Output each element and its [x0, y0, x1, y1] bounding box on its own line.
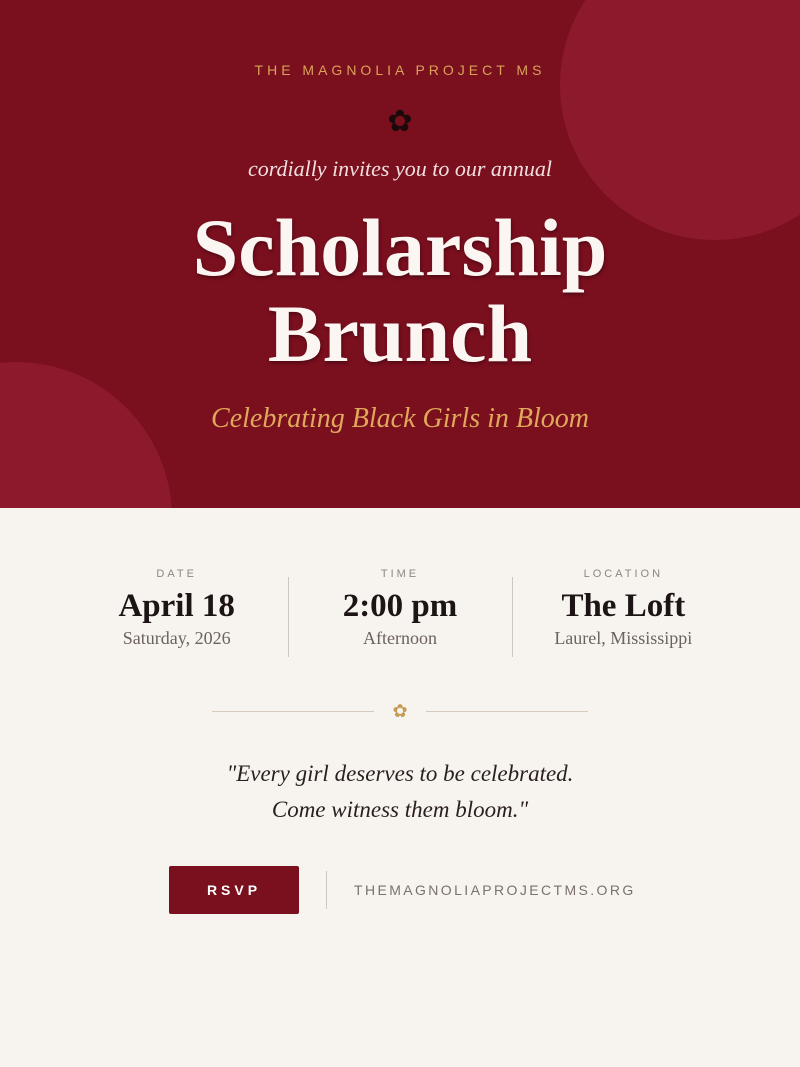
event-tagline: Celebrating Black Girls in Bloom — [211, 403, 589, 434]
event-details — [65, 560, 735, 670]
call-to-action — [169, 866, 636, 914]
detail-subtext: Laurel, Mississippi — [554, 628, 693, 648]
event-title-line-1: Scholarship — [192, 202, 608, 293]
quote-line-2: Come witness them bloom." — [271, 797, 529, 822]
detail-label: TIME — [380, 568, 420, 580]
organization-name: THE MAGNOLIA PROJECT MS — [254, 62, 546, 78]
flower-icon: ✿ — [387, 104, 413, 139]
quote — [0, 756, 800, 828]
hero-banner — [0, 0, 800, 508]
ornamental-divider — [212, 700, 588, 724]
detail-value: 2:00 pm — [342, 588, 458, 624]
detail-label: LOCATION — [583, 568, 664, 580]
detail-subtext: Saturday, 2026 — [122, 628, 231, 648]
detail-location — [512, 560, 735, 670]
website-link[interactable]: THEMAGNOLIAPROJECTMS.ORG — [354, 882, 636, 898]
divider-flower-icon: ✿ — [392, 701, 408, 722]
event-title — [0, 202, 800, 379]
detail-value: The Loft — [561, 588, 686, 624]
detail-date — [65, 560, 288, 670]
detail-subtext: Afternoon — [363, 628, 437, 648]
event-title-line-2: Brunch — [267, 288, 533, 379]
invite-line: cordially invites you to our annual — [247, 156, 553, 181]
decorative-circle-bottom-left — [0, 362, 172, 508]
cta-separator — [326, 871, 327, 909]
detail-time — [288, 560, 511, 670]
detail-label: DATE — [156, 568, 197, 580]
detail-value: April 18 — [118, 588, 235, 624]
divider-line-right — [426, 711, 588, 712]
quote-line-1: "Every girl deserves to be celebrated. — [226, 761, 574, 786]
rsvp-button[interactable]: RSVP — [169, 866, 299, 914]
